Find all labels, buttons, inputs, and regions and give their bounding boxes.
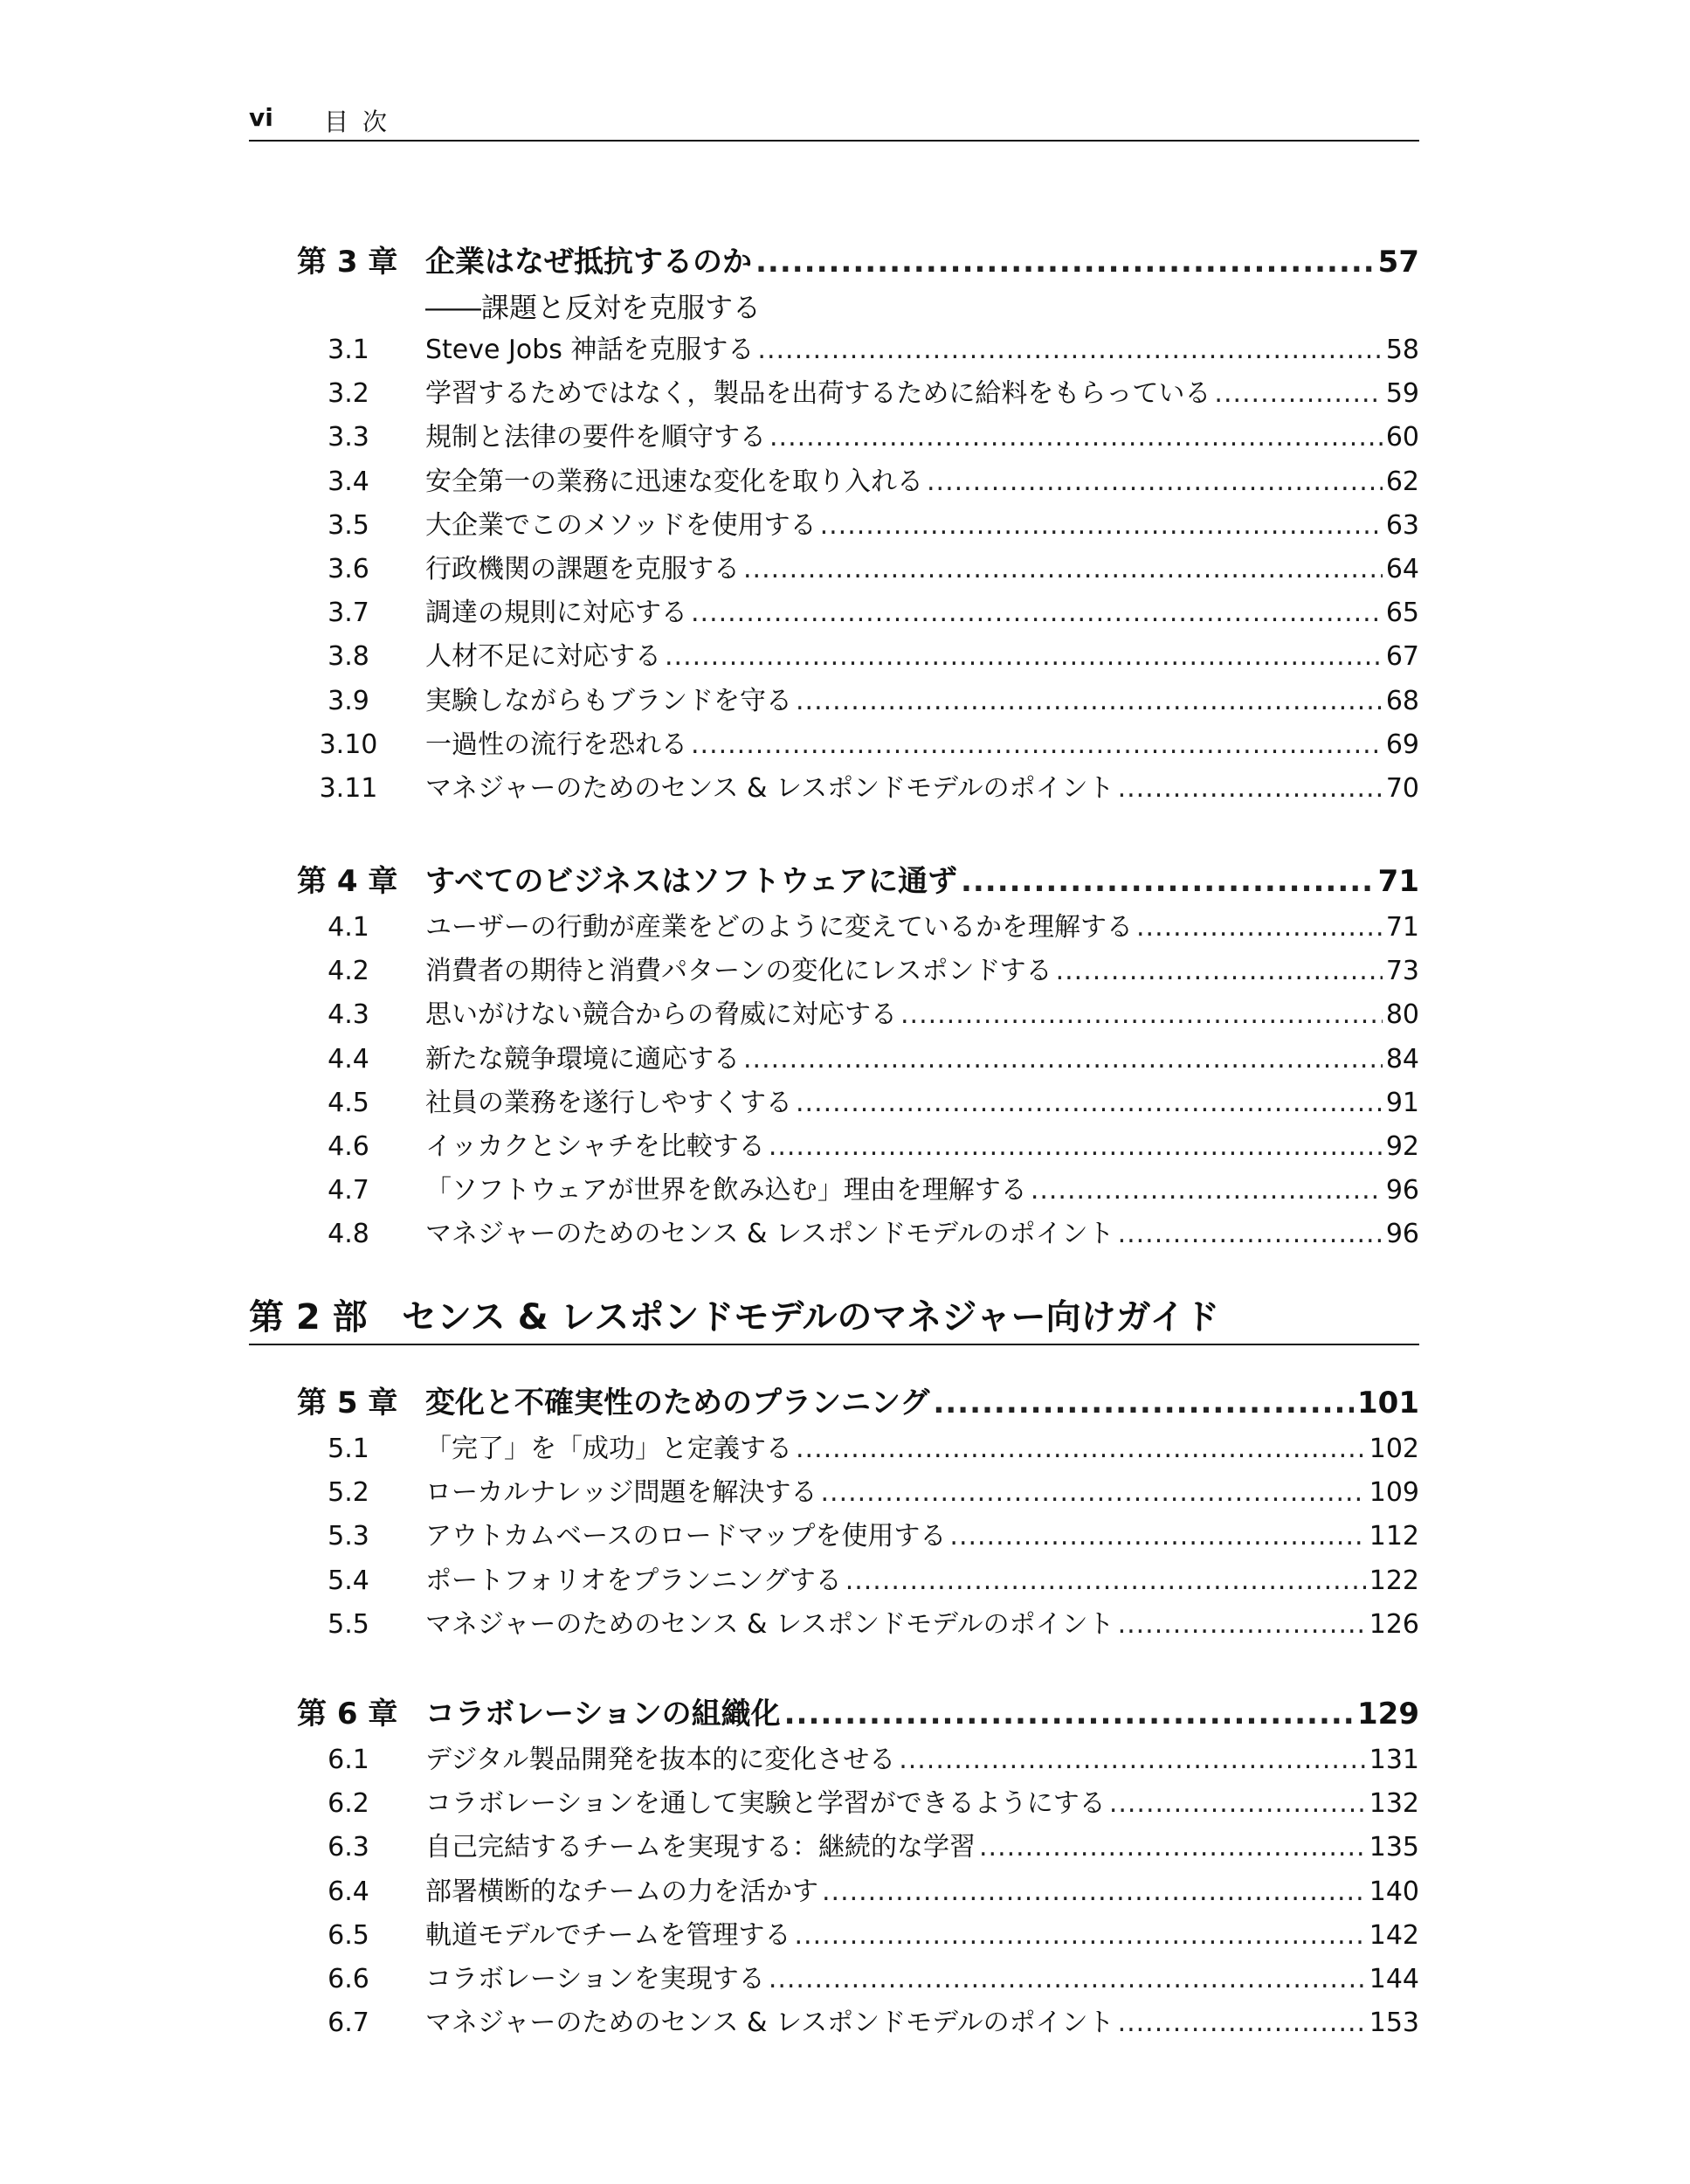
toc-entry[interactable]	[297, 1515, 1419, 1559]
section-row	[425, 906, 1419, 950]
section-row	[425, 723, 1419, 767]
section-number: 5.1	[328, 1434, 369, 1464]
section-page: 109	[1369, 1477, 1419, 1509]
section-row	[425, 1125, 1419, 1169]
leader-dots	[757, 328, 1382, 372]
chapter-number: 第 3 章	[297, 245, 398, 280]
section-number: 3.10	[319, 729, 378, 760]
chapter-6	[297, 1690, 1419, 2045]
section-page: 68	[1385, 685, 1419, 716]
section-row	[425, 1082, 1419, 1125]
leader-dots	[743, 548, 1383, 591]
leader-dots	[769, 1125, 1383, 1169]
section-title: 軌道モデルでチームを管理する	[425, 1919, 791, 1951]
section-number: 4.5	[328, 1087, 369, 1118]
section-page: 135	[1369, 1832, 1419, 1863]
running-head	[249, 98, 1419, 142]
section-row	[425, 1515, 1419, 1559]
section-title: アウトカムベースのロードマップを使用する	[425, 1521, 947, 1552]
section-number: 4.4	[328, 1043, 369, 1075]
section-page: 63	[1385, 509, 1419, 541]
leader-dots	[1118, 1213, 1383, 1256]
section-row	[425, 591, 1419, 635]
leader-dots	[784, 1690, 1354, 1738]
leader-dots	[691, 723, 1383, 767]
section-title: 実験しながらもブランドを守る	[425, 685, 792, 716]
section-page: 62	[1385, 466, 1419, 497]
chapter-title: 変化と不確実性のためのプランニング	[425, 1386, 930, 1420]
section-title: ユーザーの行動が産業をどのように変えているかを理解する	[425, 912, 1133, 943]
section-row	[425, 1603, 1419, 1647]
section-row	[425, 416, 1419, 460]
section-page: 71	[1385, 912, 1419, 943]
section-title: マネジャーのためのセンス & レスポンドモデルのポイント	[425, 772, 1114, 804]
toc-entry[interactable]	[297, 993, 1419, 1037]
leader-dots	[821, 1471, 1366, 1515]
section-page: 144	[1369, 1963, 1419, 1994]
section-row	[425, 1914, 1419, 1958]
section-page: 70	[1385, 772, 1419, 804]
part-number: 第 2 部	[249, 1297, 368, 1337]
toc-entry[interactable]	[297, 1471, 1419, 1515]
section-page: 65	[1385, 598, 1419, 629]
toc-entry[interactable]	[297, 1082, 1419, 1125]
section-page: 122	[1369, 1565, 1419, 1596]
section-number: 3.5	[328, 509, 369, 541]
section-page: 140	[1369, 1876, 1419, 1907]
toc-entry[interactable]	[297, 460, 1419, 504]
section-page: 60	[1385, 422, 1419, 453]
section-number: 4.3	[328, 999, 369, 1031]
section-number: 3.4	[328, 466, 369, 497]
section-number: 5.3	[328, 1521, 369, 1552]
section-number: 6.7	[328, 2008, 369, 2039]
section-title: 一過性の流行を恐れる	[425, 729, 687, 760]
leader-dots	[796, 680, 1383, 723]
section-title: コラボレーションを通して実験と学習ができるようにする	[425, 1788, 1106, 1820]
section-title: 自己完結するチームを実現する：継続的な学習	[425, 1832, 976, 1863]
section-row	[425, 460, 1419, 504]
section-page: 96	[1385, 1175, 1419, 1206]
section-title: マネジャーのためのセンス & レスポンドモデルのポイント	[425, 1608, 1114, 1640]
leader-dots	[796, 1427, 1366, 1471]
leader-dots	[743, 1038, 1383, 1082]
toc-entry[interactable]	[297, 1782, 1419, 1826]
section-row	[425, 767, 1419, 811]
leader-dots	[1109, 1782, 1366, 1826]
section-page: 73	[1385, 956, 1419, 987]
section-row	[425, 1738, 1419, 1782]
section-number: 6.4	[328, 1876, 369, 1907]
chapter-heading[interactable]	[297, 857, 1419, 906]
chapter-number: 第 5 章	[297, 1386, 398, 1420]
chapter-page: 71	[1377, 864, 1419, 899]
leader-dots	[769, 416, 1383, 460]
section-row	[425, 1038, 1419, 1082]
toc-entry[interactable]	[297, 767, 1419, 811]
section-page: 112	[1369, 1521, 1419, 1552]
section-page: 64	[1385, 553, 1419, 584]
section-row	[425, 328, 1419, 372]
section-number: 6.2	[328, 1788, 369, 1820]
section-number: 3.1	[328, 335, 369, 365]
section-row	[425, 504, 1419, 548]
section-page: 80	[1385, 999, 1419, 1031]
section-number: 3.3	[328, 422, 369, 453]
toc-entry[interactable]	[297, 1559, 1419, 1603]
leader-dots	[899, 1738, 1366, 1782]
section-number: 5.5	[328, 1608, 369, 1640]
section-title: 調達の規則に対応する	[425, 598, 687, 629]
leader-dots	[691, 591, 1383, 635]
section-title: 人材不足に対応する	[425, 641, 661, 673]
toc-entry[interactable]	[297, 635, 1419, 679]
toc-entry[interactable]	[297, 372, 1419, 416]
leader-dots	[822, 1870, 1366, 1914]
chapter-title-row	[425, 1690, 1419, 1738]
section-page: 132	[1369, 1788, 1419, 1820]
section-number: 4.2	[328, 956, 369, 987]
chapter-4	[297, 857, 1419, 1257]
section-row	[425, 1958, 1419, 2001]
section-title: Steve Jobs 神話を克服する	[425, 335, 755, 365]
leader-dots	[1118, 2001, 1366, 2045]
section-title: 思いがけない競合からの脅威に対応する	[425, 999, 897, 1031]
section-number: 4.6	[328, 1130, 369, 1162]
toc-entry[interactable]	[297, 1169, 1419, 1213]
chapter-page: 57	[1377, 245, 1419, 280]
section-row	[425, 372, 1419, 416]
toc-entry[interactable]	[297, 328, 1419, 372]
leader-dots	[1118, 767, 1383, 811]
section-row	[425, 635, 1419, 679]
chapter-heading[interactable]	[297, 1690, 1419, 1738]
leader-dots	[1118, 1603, 1366, 1647]
toc-entry[interactable]	[297, 1213, 1419, 1256]
section-page: 58	[1385, 335, 1419, 365]
section-row	[425, 680, 1419, 723]
chapter-title: すべてのビジネスはソフトウェアに通ず	[425, 864, 957, 899]
section-row	[425, 993, 1419, 1037]
leader-dots	[933, 1379, 1354, 1427]
section-row	[425, 2001, 1419, 2045]
section-row	[425, 1471, 1419, 1515]
chapter-page: 101	[1357, 1386, 1419, 1420]
section-title: ローカルナレッジ問題を解決する	[425, 1477, 817, 1509]
toc-entry[interactable]	[297, 548, 1419, 591]
leader-dots	[949, 1515, 1365, 1559]
section-row	[425, 548, 1419, 591]
toc-entry[interactable]	[297, 1427, 1419, 1471]
section-row	[425, 1782, 1419, 1826]
leader-dots	[1056, 950, 1383, 993]
section-number: 3.8	[328, 641, 369, 673]
section-page: 126	[1369, 1608, 1419, 1640]
leader-dots	[961, 857, 1375, 906]
section-number: 3.9	[328, 685, 369, 716]
toc-entry[interactable]	[297, 1914, 1419, 1958]
leader-dots	[1031, 1169, 1383, 1213]
section-number: 4.8	[328, 1219, 369, 1250]
section-title: 大企業でこのメソッドを使用する	[425, 509, 817, 541]
section-number: 3.11	[319, 772, 378, 804]
section-title: イッカクとシャチを比較する	[425, 1130, 765, 1162]
chapter-3	[297, 238, 1419, 811]
section-title: マネジャーのためのセンス & レスポンドモデルのポイント	[425, 1219, 1114, 1250]
section-number: 6.3	[328, 1832, 369, 1863]
toc-entry[interactable]	[297, 906, 1419, 950]
section-row	[425, 1826, 1419, 1870]
section-title: ポートフォリオをプランニングする	[425, 1565, 842, 1596]
section-title: デジタル製品開発を抜本的に変化させる	[425, 1745, 896, 1775]
section-title: 学習するためではなく，製品を出荷するために給料をもらっている	[425, 378, 1211, 410]
toc-entry[interactable]	[297, 416, 1419, 460]
leader-dots	[755, 238, 1375, 287]
leader-dots	[665, 635, 1383, 679]
toc-entry[interactable]	[297, 591, 1419, 635]
section-number: 6.6	[328, 1963, 369, 1994]
section-number: 3.2	[328, 378, 369, 410]
leader-dots	[979, 1826, 1366, 1870]
section-number: 5.4	[328, 1565, 369, 1596]
section-row	[425, 1213, 1419, 1256]
chapter-number: 第 4 章	[297, 864, 398, 899]
section-row	[425, 1427, 1419, 1471]
section-title: 「完了」を「成功」と定義する	[425, 1434, 792, 1464]
section-page: 131	[1369, 1745, 1419, 1775]
leader-dots	[900, 993, 1383, 1037]
chapter-title-row	[425, 857, 1419, 906]
leader-dots	[796, 1082, 1383, 1125]
section-page: 102	[1369, 1434, 1419, 1464]
chapter-page: 129	[1357, 1697, 1419, 1731]
section-page: 69	[1385, 729, 1419, 760]
section-page: 153	[1369, 2008, 1419, 2039]
section-number: 6.5	[328, 1919, 369, 1951]
section-row	[425, 950, 1419, 993]
leader-dots	[927, 460, 1383, 504]
section-title: マネジャーのためのセンス & レスポンドモデルのポイント	[425, 2008, 1114, 2039]
section-row	[425, 1169, 1419, 1213]
part-title: センス & レスポンドモデルのマネジャー向けガイド	[402, 1297, 1220, 1337]
chapter-title: コラボレーションの組織化	[425, 1697, 781, 1731]
leader-dots	[1214, 372, 1382, 416]
section-page: 67	[1385, 641, 1419, 673]
toc-entry[interactable]	[297, 1738, 1419, 1782]
page-folio: vi	[249, 103, 273, 132]
section-page: 91	[1385, 1087, 1419, 1118]
part-heading[interactable]	[249, 1291, 1419, 1345]
section-title: 「ソフトウェアが世界を飲み込む」理由を理解する	[425, 1175, 1027, 1206]
section-page: 96	[1385, 1219, 1419, 1250]
toc-entry[interactable]	[297, 950, 1419, 993]
chapter-heading[interactable]	[297, 238, 1419, 287]
chapter-title: 企業はなぜ抵抗するのか	[425, 245, 752, 280]
chapter-heading[interactable]	[297, 1379, 1419, 1427]
toc-entry[interactable]	[297, 723, 1419, 767]
toc-entry[interactable]	[297, 1125, 1419, 1169]
chapter-5	[297, 1379, 1419, 1647]
toc-entry[interactable]	[297, 680, 1419, 723]
leader-dots	[769, 1958, 1366, 2001]
section-title: 社員の業務を遂行しやすくする	[425, 1087, 792, 1118]
section-page: 142	[1369, 1919, 1419, 1951]
section-title: 行政機関の課題を克服する	[425, 553, 740, 584]
toc-entry[interactable]	[297, 1958, 1419, 2001]
section-number: 3.6	[328, 553, 369, 584]
section-title: 安全第一の業務に迅速な変化を取り入れる	[425, 466, 923, 497]
section-number: 4.1	[328, 912, 369, 943]
chapter-title-row	[425, 1379, 1419, 1427]
section-title: コラボレーションを実現する	[425, 1963, 765, 1994]
leader-dots	[845, 1559, 1366, 1603]
toc-entry[interactable]	[297, 1038, 1419, 1082]
toc-entry[interactable]	[297, 504, 1419, 548]
section-title: 消費者の期待と消費パターンの変化にレスポンドする	[425, 956, 1052, 987]
section-number: 3.7	[328, 598, 369, 629]
leader-dots	[1136, 906, 1383, 950]
toc-entry[interactable]	[297, 2001, 1419, 2045]
section-title: 規制と法律の要件を順守する	[425, 422, 766, 453]
toc-entry[interactable]	[297, 1603, 1419, 1647]
page-header-title: 目次	[324, 107, 402, 136]
section-number: 4.7	[328, 1175, 369, 1206]
section-page: 59	[1385, 378, 1419, 410]
leader-dots	[820, 504, 1383, 548]
section-number: 5.2	[328, 1477, 369, 1509]
section-row	[425, 1870, 1419, 1914]
chapter-number: 第 6 章	[297, 1697, 398, 1731]
section-number: 6.1	[328, 1745, 369, 1775]
chapter-title-row	[425, 238, 1419, 287]
section-page: 92	[1385, 1130, 1419, 1162]
toc-entry[interactable]	[297, 1870, 1419, 1914]
toc-entry[interactable]	[297, 1826, 1419, 1870]
section-page: 84	[1385, 1043, 1419, 1075]
leader-dots	[795, 1914, 1366, 1958]
chapter-subtitle: ――課題と反対を克服する	[425, 291, 762, 324]
section-title: 新たな競争環境に適応する	[425, 1043, 740, 1075]
section-row	[425, 1559, 1419, 1603]
section-title: 部署横断的なチームの力を活かす	[425, 1876, 818, 1907]
